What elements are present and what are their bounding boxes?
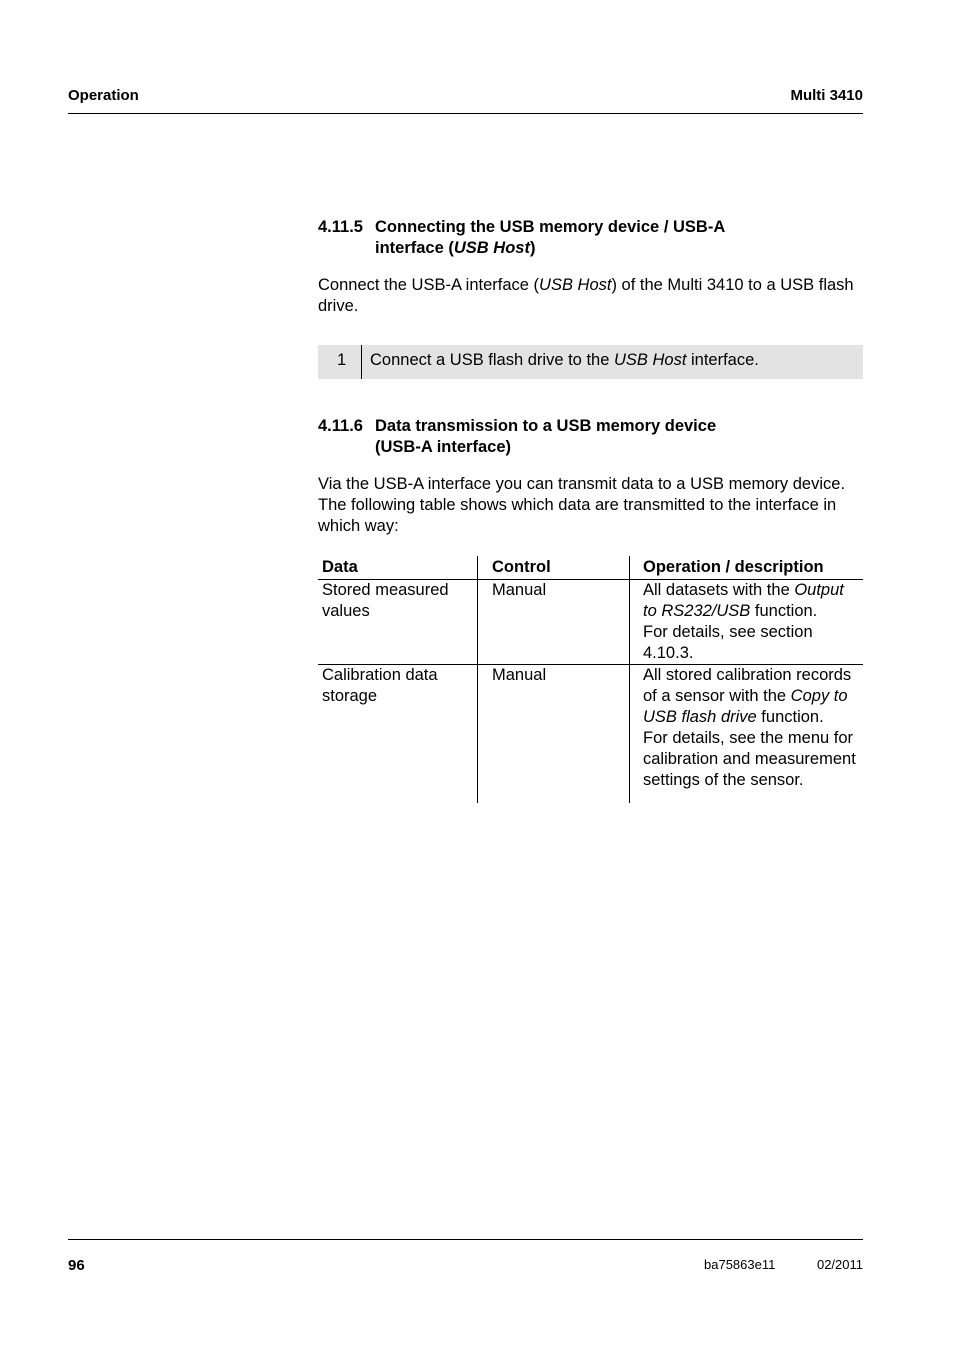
desc-em: Copy to USB flash drive	[643, 687, 848, 726]
section1-paragraph	[318, 275, 863, 317]
section-heading-4-11-6	[318, 416, 863, 458]
section2-paragraph: Via the USB-A interface you can transmit data to a USB memory device. The following table shows which data are transmitted to the interface in which way:	[318, 475, 846, 535]
para-text-post: ) of the Multi 3410 to a USB flash drive.	[318, 276, 854, 315]
table-row	[318, 665, 863, 804]
section-number: 4.11.5	[318, 218, 363, 236]
table-header-data: Data	[318, 556, 478, 580]
table-cell-description	[630, 665, 864, 804]
step-text-post: interface.	[686, 351, 759, 369]
footer-rule	[68, 1239, 863, 1240]
header-rule	[68, 113, 863, 114]
document-date: 02/2011	[816, 1257, 863, 1272]
page-number: 96	[68, 1257, 85, 1274]
table-header-description: Operation / description	[630, 556, 864, 580]
desc-details: For details, see the menu for calibration and measurement settings of the sensor.	[643, 729, 856, 789]
section-title-line2-post: )	[529, 239, 536, 257]
document-id: ba75863e11	[704, 1257, 776, 1272]
desc-details: For details, see section 4.10.3.	[643, 623, 813, 662]
step-text-pre: Connect a USB flash drive to the	[370, 351, 614, 369]
desc-em: Output to RS232/USB	[643, 581, 844, 620]
table-header-control: Control	[478, 556, 630, 580]
table-cell-description	[630, 580, 864, 665]
desc-text-post: function.	[756, 708, 824, 726]
para-em: USB Host	[539, 276, 612, 294]
step-text-em: USB Host	[613, 351, 687, 369]
table-cell-data: Calibration data storage	[322, 666, 438, 705]
header-product-name: Multi 3410	[790, 87, 863, 104]
para-text: Connect the USB-A interface (	[318, 276, 540, 294]
section-number: 4.11.6	[318, 417, 363, 435]
section-title-line2-pre: interface (	[375, 239, 454, 257]
table-cell-data: Stored measured values	[318, 580, 478, 665]
desc-text: All stored calibration records of a sensor with the	[643, 666, 852, 705]
table-row	[318, 580, 863, 665]
section-title-line1: Data transmission to a USB memory device	[375, 417, 717, 435]
step-text	[370, 351, 759, 370]
table-header-row	[318, 556, 863, 580]
section-title-line2: (USB-A interface)	[375, 438, 511, 456]
data-transmission-table	[318, 556, 863, 803]
table-cell-control: Manual	[478, 580, 630, 665]
section-title-em: USB Host	[453, 239, 530, 257]
step-number: 1	[337, 351, 347, 369]
desc-text: All datasets with the	[643, 581, 795, 599]
section-heading-4-11-5	[318, 217, 863, 259]
instruction-step	[318, 345, 863, 379]
section-title-line1: Connecting the USB memory device / USB-A	[375, 218, 726, 236]
table-cell-control: Manual	[478, 665, 630, 804]
header-section-title: Operation	[68, 87, 139, 104]
step-divider	[361, 345, 362, 379]
desc-text-post: function.	[750, 602, 818, 620]
